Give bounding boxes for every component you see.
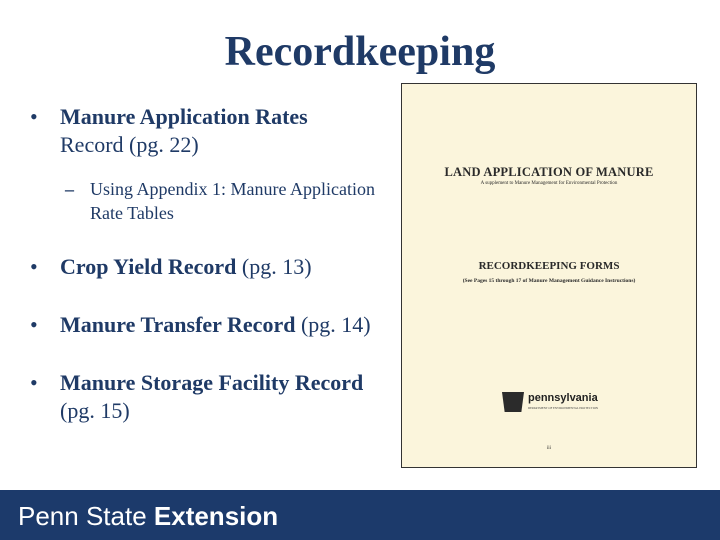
bullet-list (28, 103, 398, 425)
bullet-bold-text: Manure Application Rates (60, 104, 308, 129)
bullet-manure-transfer (28, 311, 398, 339)
footer-light-text: Penn State (18, 501, 154, 531)
bullet-normal-text: (pg. 15) (60, 398, 130, 423)
document-page-number: iii (546, 446, 552, 451)
bullet-bold-text: Manure Transfer Record (60, 312, 296, 337)
pennsylvania-logo (502, 390, 602, 414)
logo-word: pennsylvania (528, 392, 598, 404)
footer-bar (0, 490, 720, 540)
bullet-manure-storage (28, 369, 398, 425)
bullet-normal-text: (pg. 13) (236, 254, 312, 279)
sub-bullet (28, 177, 398, 225)
slide-title: Recordkeeping (224, 29, 496, 75)
document-forms-title: RECORDKEEPING FORMS (478, 260, 620, 272)
document-thumbnail (401, 83, 697, 468)
bullet-crop-yield (28, 253, 398, 281)
keystone-icon (502, 392, 524, 412)
footer-bold-text: Extension (153, 501, 279, 531)
bullet-bold-text: Manure Storage Facility Record (60, 370, 364, 395)
bullet-dot: • (30, 104, 38, 129)
bullet-bold-text: Crop Yield Record (60, 254, 237, 279)
logo-dept: DEPARTMENT OF ENVIRONMENTAL PROTECTION (528, 406, 599, 410)
bullet-normal-text: Record (pg. 22) (60, 132, 199, 157)
document-forms-note: (See Pages 15 through 17 of Manure Management Guidance Instructions) (462, 278, 636, 284)
footer-logo-text (18, 501, 278, 532)
bullet-dot: • (30, 254, 38, 279)
bullet-dot: • (30, 312, 38, 337)
sub-bullet-dash: – (65, 179, 74, 199)
document-title: LAND APPLICATION OF MANURE (444, 165, 654, 179)
document-subtitle: A supplement to Manure Management for Environmental Protection (480, 181, 618, 186)
bullet-dot: • (30, 370, 38, 395)
bullet-manure-application (28, 103, 398, 159)
bullet-normal-text: (pg. 14) (295, 312, 371, 337)
sub-bullet-text: Using Appendix 1: Manure Application Rate Tables (90, 179, 375, 223)
